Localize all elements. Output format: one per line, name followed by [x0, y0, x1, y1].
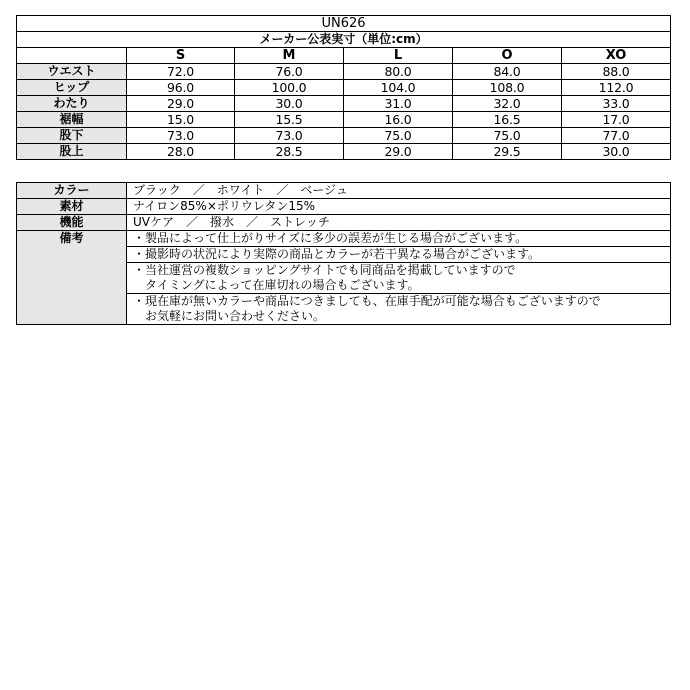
note-line: お気軽にお問い合わせください。 [133, 309, 326, 323]
cell-value: 73.0 [235, 128, 344, 144]
color-row [17, 183, 671, 199]
function-label: 機能 [17, 215, 127, 231]
cell-value: 28.0 [127, 144, 235, 160]
cell-value: 29.5 [453, 144, 562, 160]
cell-value: 75.0 [344, 128, 453, 144]
row-label: 股上 [17, 144, 127, 160]
note-line: タイミングによって在庫切れの場合もございます。 [133, 278, 420, 292]
cell-value: 75.0 [453, 128, 562, 144]
note-line: ・製品によって仕上がりサイズに多少の誤差が生じる場合がございます。 [133, 231, 528, 245]
row-label: わたり [17, 96, 127, 112]
row-label: ウエスト [17, 64, 127, 80]
cell-value: 76.0 [235, 64, 344, 80]
size-header-row [17, 48, 671, 64]
cell-value: 104.0 [344, 80, 453, 96]
size-header-s: S [127, 48, 235, 64]
size-header-xo: XO [562, 48, 671, 64]
cell-value: 112.0 [562, 80, 671, 96]
row-label: 股下 [17, 128, 127, 144]
cell-value: 15.5 [235, 112, 344, 128]
note-item [127, 231, 671, 247]
note-line: ・現在庫が無いカラーや商品につきましても、在庫手配が可能な場合もございますので [133, 294, 601, 308]
notes-row [17, 231, 671, 247]
cell-value: 72.0 [127, 64, 235, 80]
cell-value: 84.0 [453, 64, 562, 80]
cell-value: 96.0 [127, 80, 235, 96]
cell-value: 77.0 [562, 128, 671, 144]
cell-value: 100.0 [235, 80, 344, 96]
color-value: ブラック ／ ホワイト ／ ベージュ [127, 183, 671, 199]
table-subtitle: メーカー公表実寸（単位:cm） [17, 32, 671, 48]
size-table [16, 15, 671, 160]
note-item [127, 263, 671, 294]
note-line: ・撮影時の状況により実際の商品とカラーが若干異なる場合がございます。 [133, 247, 541, 261]
cell-value: 17.0 [562, 112, 671, 128]
cell-value: 16.0 [344, 112, 453, 128]
table-row [17, 128, 671, 144]
table-row [17, 96, 671, 112]
cell-value: 32.0 [453, 96, 562, 112]
cell-value: 30.0 [235, 96, 344, 112]
cell-value: 108.0 [453, 80, 562, 96]
note-line: ・当社運営の複数ショッピングサイトでも同商品を掲載していますので [133, 263, 516, 277]
product-info-table [16, 182, 671, 325]
note-item [127, 294, 671, 325]
material-value: ナイロン85%×ポリウレタン15% [127, 199, 671, 215]
material-label: 素材 [17, 199, 127, 215]
table-row [17, 80, 671, 96]
size-header-o: O [453, 48, 562, 64]
cell-value: 16.5 [453, 112, 562, 128]
table-row [17, 64, 671, 80]
size-header-l: L [344, 48, 453, 64]
cell-value: 88.0 [562, 64, 671, 80]
cell-value: 30.0 [562, 144, 671, 160]
notes-label: 備考 [17, 231, 127, 325]
cell-value: 15.0 [127, 112, 235, 128]
material-row [17, 199, 671, 215]
table-row [17, 112, 671, 128]
size-header-m: M [235, 48, 344, 64]
row-label: 裾幅 [17, 112, 127, 128]
function-row [17, 215, 671, 231]
function-value: UVケア ／ 撥水 ／ ストレッチ [127, 215, 671, 231]
cell-value: 29.0 [344, 144, 453, 160]
cell-value: 33.0 [562, 96, 671, 112]
row-label: ヒップ [17, 80, 127, 96]
cell-value: 28.5 [235, 144, 344, 160]
subtitle-row [17, 32, 671, 48]
corner-cell [17, 48, 127, 64]
model-row [17, 16, 671, 32]
cell-value: 73.0 [127, 128, 235, 144]
model-number: UN626 [17, 16, 671, 32]
note-item [127, 247, 671, 263]
cell-value: 31.0 [344, 96, 453, 112]
table-row [17, 144, 671, 160]
color-label: カラー [17, 183, 127, 199]
cell-value: 80.0 [344, 64, 453, 80]
cell-value: 29.0 [127, 96, 235, 112]
